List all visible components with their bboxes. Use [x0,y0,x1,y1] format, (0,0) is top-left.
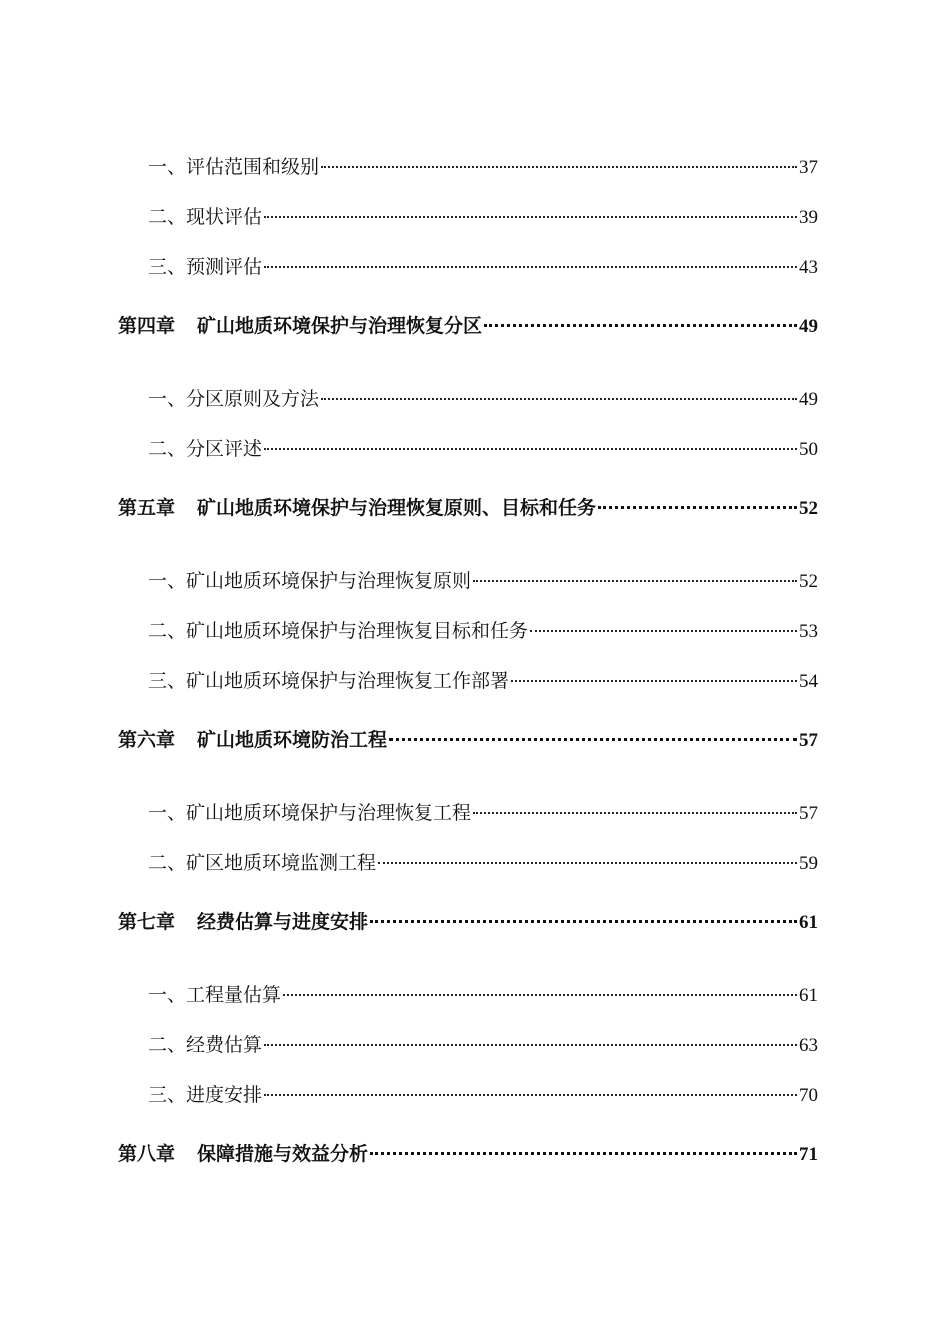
toc-chapter-title: 矿山地质环境保护与治理恢复原则、目标和任务 [197,497,597,519]
toc-entry-title: 一、工程量估算 [148,984,282,1006]
toc-entry-page: 52 [799,571,818,592]
dot-leader [511,679,797,682]
dot-leader [370,919,797,923]
dot-leader [530,629,797,632]
toc-entry-title: 三、预测评估 [148,256,263,278]
toc-chapter-title: 矿山地质环境保护与治理恢复分区 [197,315,483,337]
toc-chapter-page: 49 [799,316,818,337]
toc-entry-title: 三、矿山地质环境保护与治理恢复工作部署 [148,670,510,692]
toc-entry-title: 二、经费估算 [148,1034,263,1056]
toc-chapter-number: 第四章 [118,315,176,337]
dot-leader [264,1043,797,1046]
dot-leader [264,1093,797,1096]
toc-entry-page: 53 [799,621,818,642]
toc-chapter-entry[interactable] [118,907,818,937]
dot-leader [283,993,797,996]
toc-entry[interactable] [148,252,818,282]
toc-entry-title: 二、现状评估 [148,206,263,228]
toc-entry-title: 三、进度安排 [148,1084,263,1106]
toc-entry[interactable] [148,980,818,1010]
toc-entry[interactable] [148,434,818,464]
toc-chapter-number: 第六章 [118,729,176,751]
toc-entry-page: 54 [799,671,818,692]
dot-leader [484,323,797,327]
dot-leader [321,397,797,400]
toc-entry[interactable] [148,616,818,646]
toc-chapter-title: 矿山地质环境防治工程 [197,729,388,751]
toc-entry-page: 37 [799,157,818,178]
toc-entry[interactable] [148,566,818,596]
toc-chapter-entry[interactable] [118,725,818,755]
toc-chapter-page: 57 [799,730,818,751]
toc-entry-page: 63 [799,1035,818,1056]
dot-leader [598,505,797,509]
toc-entry-page: 57 [799,803,818,824]
toc-chapter-page: 61 [799,912,818,933]
toc-entry[interactable] [148,202,818,232]
dot-leader [321,165,797,168]
toc-entry-title: 一、矿山地质环境保护与治理恢复工程 [148,802,472,824]
dot-leader [264,447,797,450]
toc-entry[interactable] [148,1030,818,1060]
toc-entry-title: 一、评估范围和级别 [148,156,320,178]
dot-leader [264,265,797,268]
toc-entry-page: 49 [799,389,818,410]
toc-chapter-title: 保障措施与效益分析 [197,1143,369,1165]
toc-chapter-title: 经费估算与进度安排 [197,911,369,933]
toc-entry[interactable] [148,798,818,828]
toc-chapter-number: 第八章 [118,1143,176,1165]
dot-leader [389,737,797,741]
toc-entry-page: 59 [799,853,818,874]
toc-entry-page: 43 [799,257,818,278]
dot-leader [370,1151,797,1155]
dot-leader [264,215,797,218]
toc-chapter-entry[interactable] [118,311,818,341]
dot-leader [473,579,797,582]
toc-chapter-entry[interactable] [118,1139,818,1169]
toc-entry[interactable] [148,1080,818,1110]
toc-chapter-page: 71 [799,1144,818,1165]
toc-entry-title: 一、分区原则及方法 [148,388,320,410]
toc-chapter-page: 52 [799,498,818,519]
toc-entry-title: 二、矿区地质环境监测工程 [148,852,377,874]
toc-entry[interactable] [148,666,818,696]
toc-entry-title: 二、分区评述 [148,438,263,460]
toc-entry-page: 39 [799,207,818,228]
toc-entry-title: 一、矿山地质环境保护与治理恢复原则 [148,570,472,592]
toc-entry[interactable] [148,848,818,878]
toc-chapter-entry[interactable] [118,493,818,523]
toc-chapter-number: 第五章 [118,497,176,519]
toc-entry-page: 50 [799,439,818,460]
dot-leader [473,811,797,814]
toc-entry[interactable] [148,152,818,182]
toc-entry-page: 61 [799,985,818,1006]
toc-entry-page: 70 [799,1085,818,1106]
dot-leader [378,861,797,864]
toc-chapter-number: 第七章 [118,911,176,933]
toc-entry-title: 二、矿山地质环境保护与治理恢复目标和任务 [148,620,529,642]
toc-entry[interactable] [148,384,818,414]
